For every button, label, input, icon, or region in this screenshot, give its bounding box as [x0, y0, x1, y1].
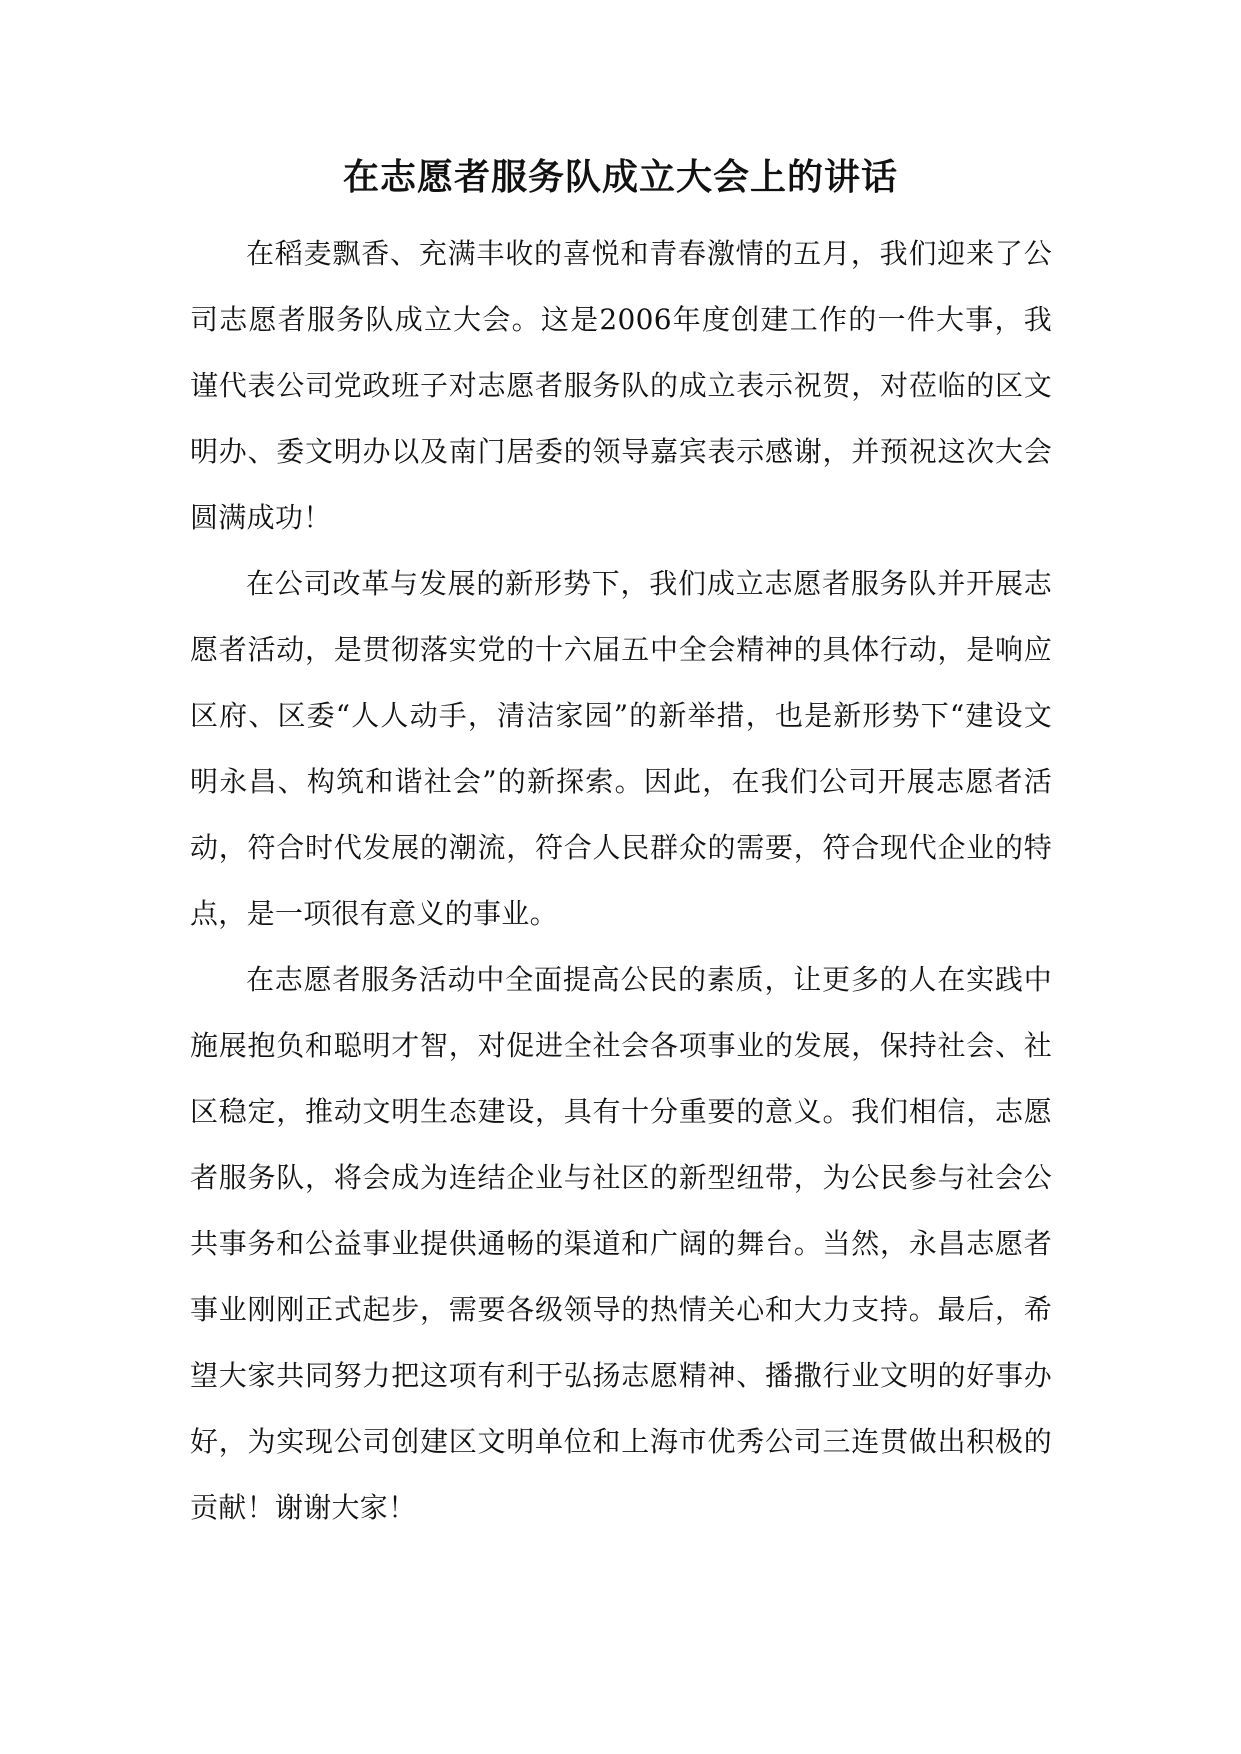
document-title: 在志愿者服务队成立大会上的讲话 — [342, 157, 898, 198]
paragraph-1: 在稻麦飘香、充满丰收的喜悦和青春激情的五月，我们迎来了公司志愿者服务队成立大会。这是2006年度创建工作的一件大事，我谨代表公司党政班子对志愿者服务队的成立表示祝贺，对莅临的区文明办、委文明办以及南门居委的领导嘉宾表示感谢，并预祝这次大会圆满成功！ — [190, 237, 1052, 534]
paragraph-3: 在志愿者服务活动中全面提高公民的素质，让更多的人在实践中施展抱负和聪明才智，对促进全社会各项事业的发展，保持社会、社区稳定，推动文明生态建设，具有十分重要的意义。我们相信，志愿者服务队，将会成为连结企业与社区的新型纽带，为公民参与社会公共事务和公益事业提供通畅的渠道和广阔的舞台。当然，永昌志愿者事业刚刚正式起步，需要各级领导的热情关心和大力支持。最后，希望大家共同努力把这项有利于弘扬志愿精神、播撒行业文明的好事办好，为实现公司创建区文明单位和上海市优秀公司三连贯做出积极的贡献！谢谢大家！ — [190, 963, 1052, 1524]
document-body — [190, 221, 1052, 1541]
paragraph-2: 在公司改革与发展的新形势下，我们成立志愿者服务队并开展志愿者活动，是贯彻落实党的十六届五中全会精神的具体行动，是响应区府、区委“人人动手，清洁家园”的新举措，也是新形势下“建设文明永昌、构筑和谐社会”的新探索。因此，在我们公司开展志愿者活动，符合时代发展的潮流，符合人民群众的需要，符合现代企业的特点，是一项很有意义的事业。 — [190, 567, 1052, 930]
